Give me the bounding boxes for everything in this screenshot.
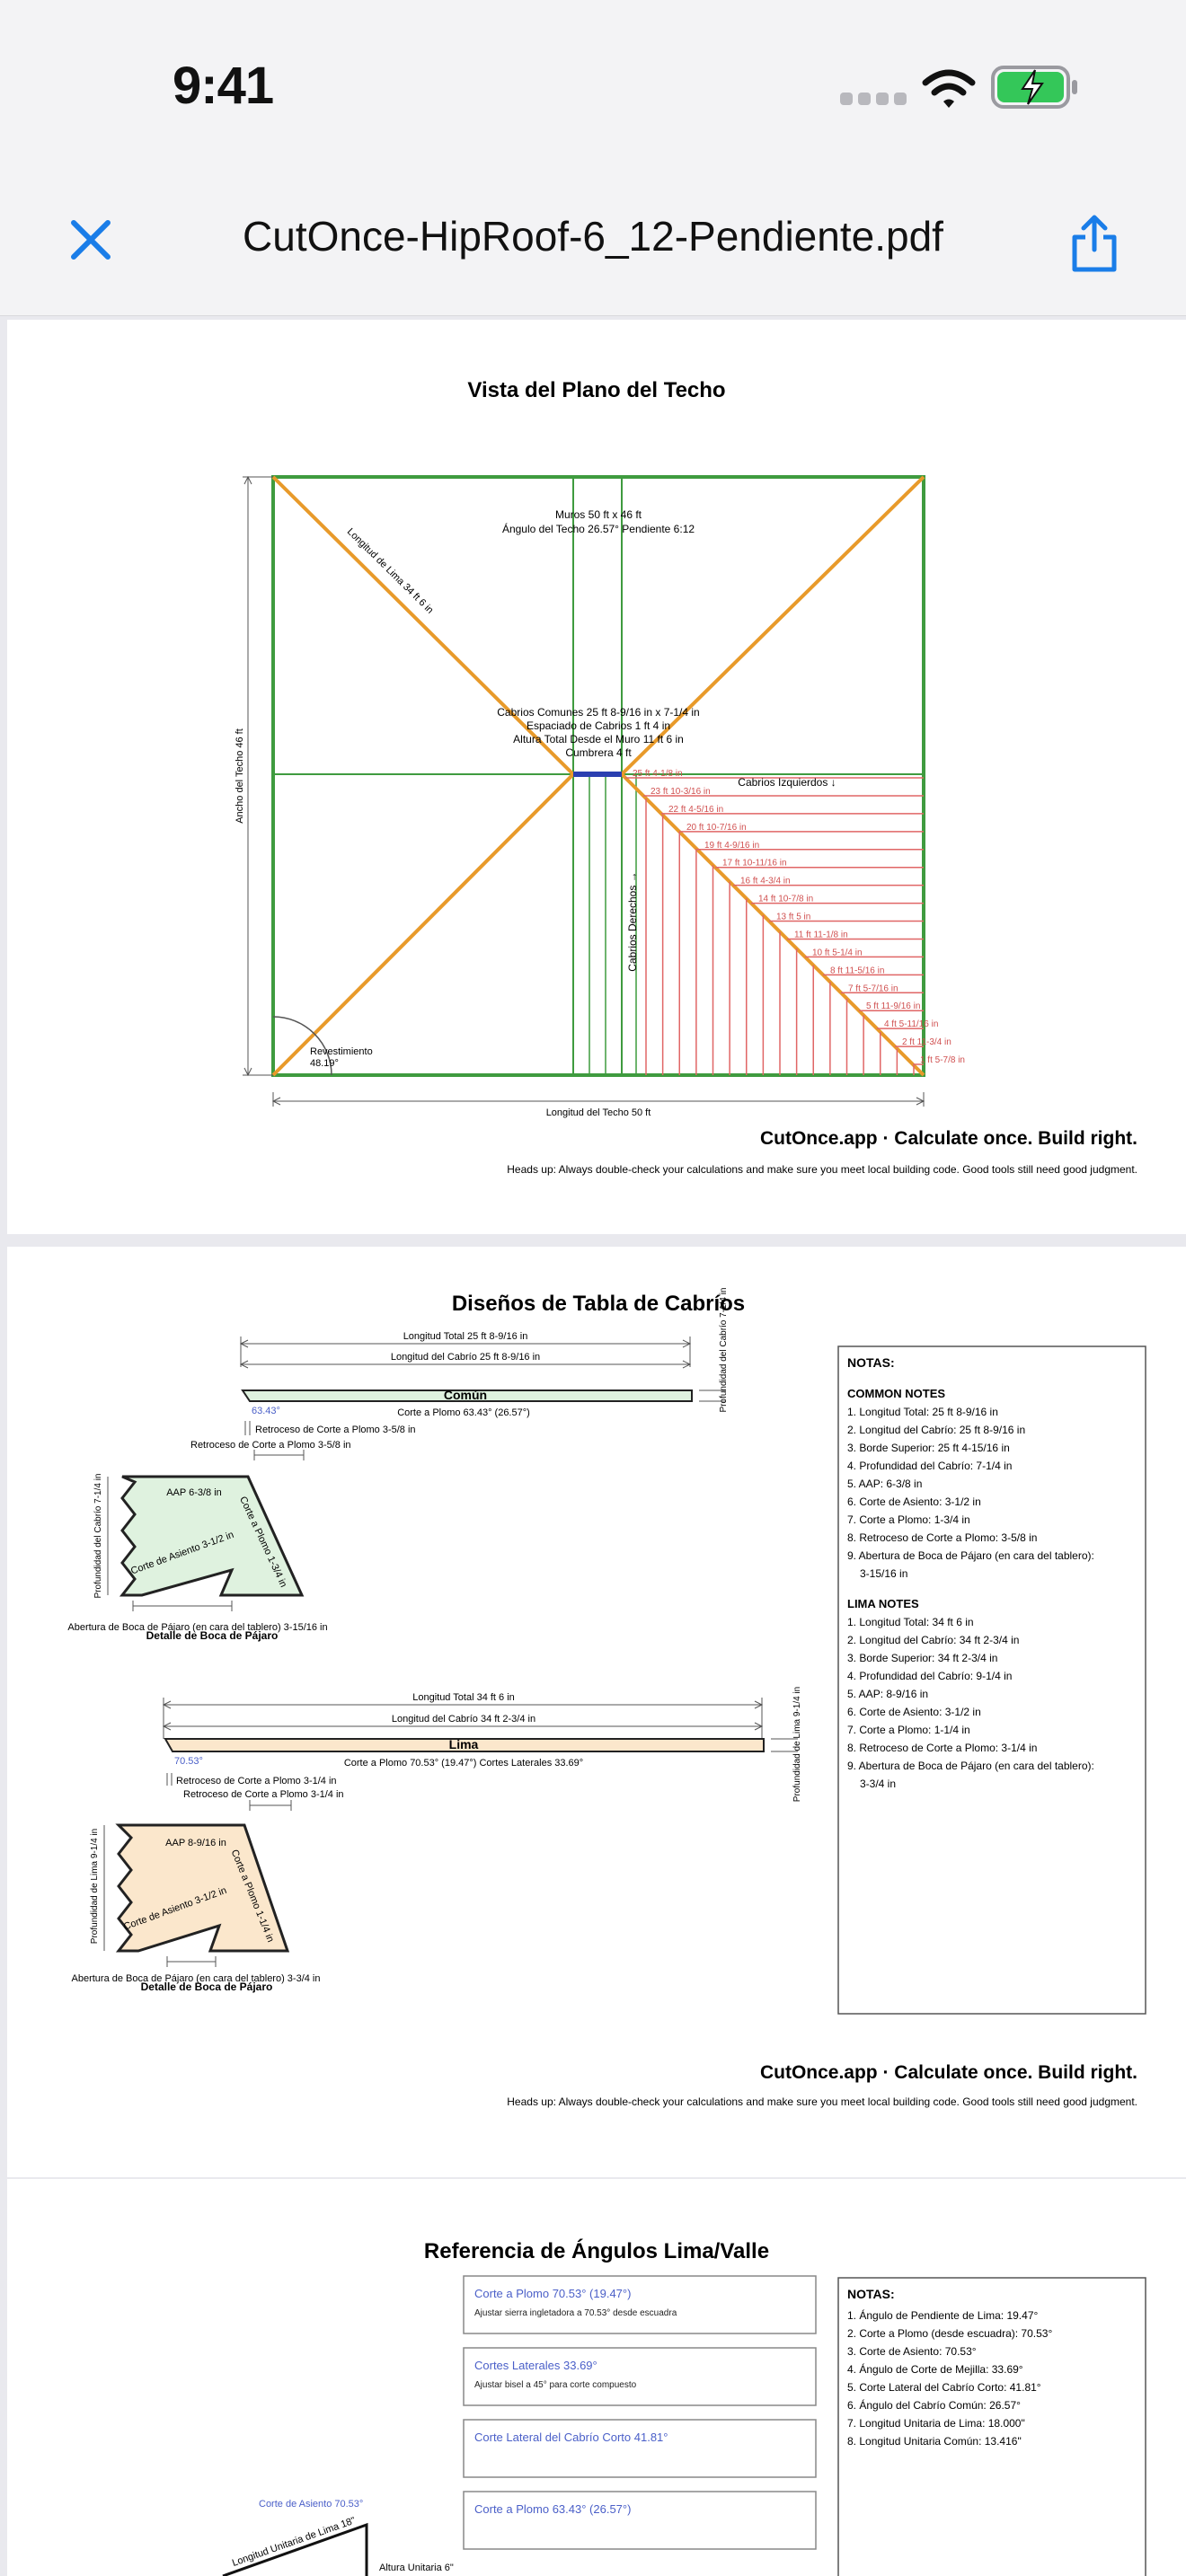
jack-rafter-length: 13 ft 5 in xyxy=(775,912,811,922)
page1-title: Vista del Plano del Techo xyxy=(467,378,726,402)
jack-rafter-length: 17 ft 10-11/16 in xyxy=(721,858,787,869)
walls-label: Muros 50 ft x 46 ft xyxy=(554,508,642,521)
hip-length-label: Longitud de Lima 34 ft 6 in xyxy=(344,526,436,616)
angle-card xyxy=(464,2420,816,2477)
common-board-diagram xyxy=(67,1288,729,1642)
angle-card-title: Corte Lateral del Cabrío Corto 41.81° xyxy=(474,2430,668,2444)
ridge-label: Cumbrera 4 ft xyxy=(565,746,632,759)
brand-tagline: CutOnce.app · Calculate once. Build right. xyxy=(759,1128,1137,1149)
note-line: 8. Longitud Unitaria Común: 13.416" xyxy=(847,2435,1022,2448)
hip-aap: AAP 8-9/16 in xyxy=(165,1838,226,1848)
common-birdsmouth-opening: Abertura de Boca de Pájaro (en cara del tablero) 3-15/16 in xyxy=(67,1622,328,1633)
total-height-label: Altura Total Desde el Muro 11 ft 6 in xyxy=(513,733,684,745)
hip-unit-length-label: Longitud Unitaria de Lima 18" xyxy=(230,2515,358,2569)
seat-cut-angle-label: Corte de Asiento 70.53° xyxy=(259,2499,364,2510)
roof-angle-label: Ángulo del Techo 26.57° Pendiente 6:12 xyxy=(501,523,695,535)
common-detail-depth: Profundidad del Cabrío 7-1/4 in xyxy=(93,1473,103,1599)
note-line: 9. Abertura de Boca de Pájaro (en cara del tablero): xyxy=(847,1760,1094,1772)
common-seat-cut: Corte de Asiento 3-1/2 in xyxy=(129,1529,235,1577)
note-line: 3-3/4 in xyxy=(860,1778,897,1790)
sheathing-angle: 48.19° xyxy=(310,1058,339,1069)
common-depth: Profundidad del Cabrío 7-1/4 in xyxy=(719,1287,729,1413)
common-notes-title: COMMON NOTES xyxy=(847,1387,946,1400)
width-label: Ancho del Techo 46 ft xyxy=(235,728,245,824)
jack-rafter-length: 7 ft 5-7/16 in xyxy=(847,984,898,994)
note-line: 4. Profundidad del Cabrío: 7-1/4 in xyxy=(847,1460,1013,1472)
share-icon[interactable] xyxy=(1067,212,1121,275)
note-line: 3-15/16 in xyxy=(860,1567,908,1580)
document-title: CutOnce-HipRoof-6_12-Pendiente.pdf xyxy=(243,213,943,260)
jack-rafter-length: 2 ft 11-3/4 in xyxy=(901,1037,951,1048)
angle-card xyxy=(464,2492,816,2549)
angle-card-title: Cortes Laterales 33.69° xyxy=(474,2359,597,2372)
common-rafters-label: Cabrios Comunes 25 ft 8-9/16 in x 7-1/4 in xyxy=(497,706,700,719)
pdf-page-1 xyxy=(7,320,1186,1234)
common-plumb-cut: Corte a Plomo 63.43° (26.57°) xyxy=(397,1407,530,1418)
hip-seat-cut: Corte de Asiento 3-1/2 in xyxy=(122,1884,228,1933)
common-detail-title: Detalle de Boca de Pájaro xyxy=(146,1629,279,1642)
note-line: 8. Retroceso de Corte a Plomo: 3-5/8 in xyxy=(847,1531,1038,1544)
jack-rafter-length: 4 ft 5-11/16 in xyxy=(883,1019,939,1030)
hip-depth: Profundidad de Lima 9-1/4 in xyxy=(792,1686,802,1803)
angle-card xyxy=(464,2276,816,2333)
note-line: 6. Corte de Asiento: 3-1/2 in xyxy=(847,1495,981,1508)
roof-plan-view xyxy=(7,320,1186,1234)
disclaimer: Heads up: Always double-check your calculations and make sure you meet local building code. Good tools still need good judgment. xyxy=(507,2095,1137,2108)
hip-angle: 70.53° xyxy=(174,1756,203,1767)
jack-rafter-length: 1 ft 5-7/8 in xyxy=(919,1055,965,1065)
angle-card xyxy=(464,2348,816,2405)
common-rafter-length: Longitud del Cabrío 25 ft 8-9/16 in xyxy=(390,1352,541,1363)
note-line: 2. Longitud del Cabrío: 34 ft 2-3/4 in xyxy=(847,1634,1020,1646)
jack-rafter-length: 5 ft 11-9/16 in xyxy=(865,1001,921,1012)
note-line: 2. Longitud del Cabrío: 25 ft 8-9/16 in xyxy=(847,1424,1026,1436)
note-line: 2. Corte a Plomo (desde escuadra): 70.53° xyxy=(847,2327,1053,2340)
jack-rafter-length: 8 ft 11-5/16 in xyxy=(829,966,885,976)
rafter-board-layouts xyxy=(7,1247,1186,2177)
hip-setback-1: Retroceso de Corte a Plomo 3-1/4 in xyxy=(176,1776,337,1786)
angle-card-subtitle: Ajustar sierra ingletadora a 70.53° desde escuadra xyxy=(474,2308,677,2318)
hip-line-bl xyxy=(273,774,573,1075)
note-line: 9. Abertura de Boca de Pájaro (en cara del tablero): xyxy=(847,1549,1094,1562)
page2-title: Diseños de Tabla de Cabríos xyxy=(451,1292,746,1316)
status-bar xyxy=(0,0,1186,171)
note-line: 7. Corte a Plomo: 1-3/4 in xyxy=(847,1513,970,1526)
common-aap: AAP 6-3/8 in xyxy=(166,1487,222,1498)
jack-rafter-length: 16 ft 4-3/4 in xyxy=(739,876,791,887)
angle-cards xyxy=(464,2276,816,2549)
hip-line-br xyxy=(622,774,924,1075)
disclaimer: Heads up: Always double-check your calculations and make sure you meet local building code. Good tools still need good judgment. xyxy=(507,1163,1137,1176)
notes-title: NOTAS: xyxy=(847,1355,895,1370)
jack-rafter-length: 19 ft 4-9/16 in xyxy=(704,840,760,851)
brand-tagline: CutOnce.app · Calculate once. Build right. xyxy=(759,2062,1137,2083)
note-line: 3. Corte de Asiento: 70.53° xyxy=(847,2345,977,2358)
rafter-spacing-label: Espaciado de Cabrios 1 ft 4 in xyxy=(526,719,671,732)
jack-rafter-length: 25 ft 4-1/8 in xyxy=(633,769,683,779)
common-total-length: Longitud Total 25 ft 8-9/16 in xyxy=(403,1331,528,1342)
status-time: 9:41 xyxy=(173,57,274,115)
note-line: 3. Borde Superior: 34 ft 2-3/4 in xyxy=(847,1652,998,1664)
note-line: 7. Corte a Plomo: 1-1/4 in xyxy=(847,1724,970,1736)
pdf-page-3 xyxy=(7,2179,1186,2576)
angle-card-title: Corte a Plomo 70.53° (19.47°) xyxy=(474,2287,632,2300)
pdf-page-2 xyxy=(7,1247,1186,2177)
note-line: 1. Ángulo de Pendiente de Lima: 19.47° xyxy=(847,2309,1039,2322)
hip-valley-angle-reference xyxy=(7,2179,1186,2576)
page3-notes-list xyxy=(847,2308,1052,2448)
hip-total-length: Longitud Total 34 ft 6 in xyxy=(412,1692,515,1703)
lima-notes-title: LIMA NOTES xyxy=(847,1597,919,1610)
common-board-label: Común xyxy=(443,1388,488,1402)
sheathing-label: Revestimiento xyxy=(310,1046,373,1057)
note-line: 8. Retroceso de Corte a Plomo: 3-1/4 in xyxy=(847,1742,1038,1754)
note-line: 1. Longitud Total: 25 ft 8-9/16 in xyxy=(847,1406,998,1418)
hip-board-label: Lima xyxy=(448,1737,479,1751)
note-line: 7. Longitud Unitaria de Lima: 18.000" xyxy=(847,2417,1025,2430)
common-plumb-detail: Corte a Plomo 1-3/4 in xyxy=(237,1495,289,1590)
common-notes-list xyxy=(847,1406,1094,1580)
note-line: 5. AAP: 6-3/8 in xyxy=(847,1478,923,1490)
common-setback-2: Retroceso de Corte a Plomo 3-5/8 in xyxy=(190,1440,351,1451)
jack-rafter-length: 23 ft 10-3/16 in xyxy=(651,786,711,797)
common-angle: 63.43° xyxy=(252,1406,280,1416)
page3-notes-title: NOTAS: xyxy=(847,2287,895,2301)
hip-plumb-cut: Corte a Plomo 70.53° (19.47°) Cortes Laterales 33.69° xyxy=(343,1758,584,1769)
note-line: 4. Profundidad del Cabrío: 9-1/4 in xyxy=(847,1670,1013,1682)
jack-rafter-length: 20 ft 10-7/16 in xyxy=(686,822,747,833)
cellular-signal-icon xyxy=(840,93,912,110)
angle-card-title: Corte a Plomo 63.43° (26.57°) xyxy=(474,2502,632,2516)
unit-height-label: Altura Unitaria 6" xyxy=(379,2563,454,2573)
jack-rafter-length: 10 ft 5-1/4 in xyxy=(811,948,863,958)
hip-rafter-length: Longitud del Cabrío 34 ft 2-3/4 in xyxy=(391,1714,536,1725)
note-line: 1. Longitud Total: 34 ft 6 in xyxy=(847,1616,974,1628)
common-setback-1: Retroceso de Corte a Plomo 3-5/8 in xyxy=(255,1425,416,1435)
length-label: Longitud del Techo 50 ft xyxy=(545,1107,651,1118)
right-rafters-label: Cabrios Derechos → xyxy=(626,871,639,972)
jack-rafter-length: 14 ft 10-7/8 in xyxy=(757,894,814,904)
hip-setback-2: Retroceso de Corte a Plomo 3-1/4 in xyxy=(183,1789,344,1800)
page3-title: Referencia de Ángulos Lima/Valle xyxy=(423,2239,770,2263)
wifi-icon xyxy=(922,68,976,110)
lima-notes-list xyxy=(847,1616,1094,1790)
hip-detail-title: Detalle de Boca de Pájaro xyxy=(140,1981,273,1993)
hip-detail-depth: Profundidad de Lima 9-1/4 in xyxy=(90,1828,100,1945)
hip-birdsmouth-opening: Abertura de Boca de Pájaro (en cara del tablero) 3-3/4 in xyxy=(71,1973,321,1984)
note-line: 6. Ángulo del Cabrío Común: 26.57° xyxy=(847,2399,1021,2412)
jack-rafter-length: 22 ft 4-5/16 in xyxy=(668,804,724,815)
note-line: 6. Corte de Asiento: 3-1/2 in xyxy=(847,1706,981,1718)
left-rafters-label: Cabrios Izquierdos ↓ xyxy=(738,776,836,789)
jack-rafter-length: 11 ft 11-1/8 in xyxy=(793,930,848,940)
hip-plumb-detail: Corte a Plomo 1-1/4 in xyxy=(228,1848,276,1945)
note-line: 5. AAP: 8-9/16 in xyxy=(847,1688,929,1700)
note-line: 5. Corte Lateral del Cabrío Corto: 41.81° xyxy=(847,2381,1041,2394)
hip-unit-triangle xyxy=(223,2525,367,2576)
note-line: 3. Borde Superior: 25 ft 4-15/16 in xyxy=(847,1442,1010,1454)
hip-board-diagram xyxy=(72,1687,803,1993)
battery-charging-icon xyxy=(990,65,1080,110)
angle-card-subtitle: Ajustar bisel a 45° para corte compuesto xyxy=(474,2380,637,2390)
note-line: 4. Ángulo de Corte de Mejilla: 33.69° xyxy=(847,2363,1023,2376)
